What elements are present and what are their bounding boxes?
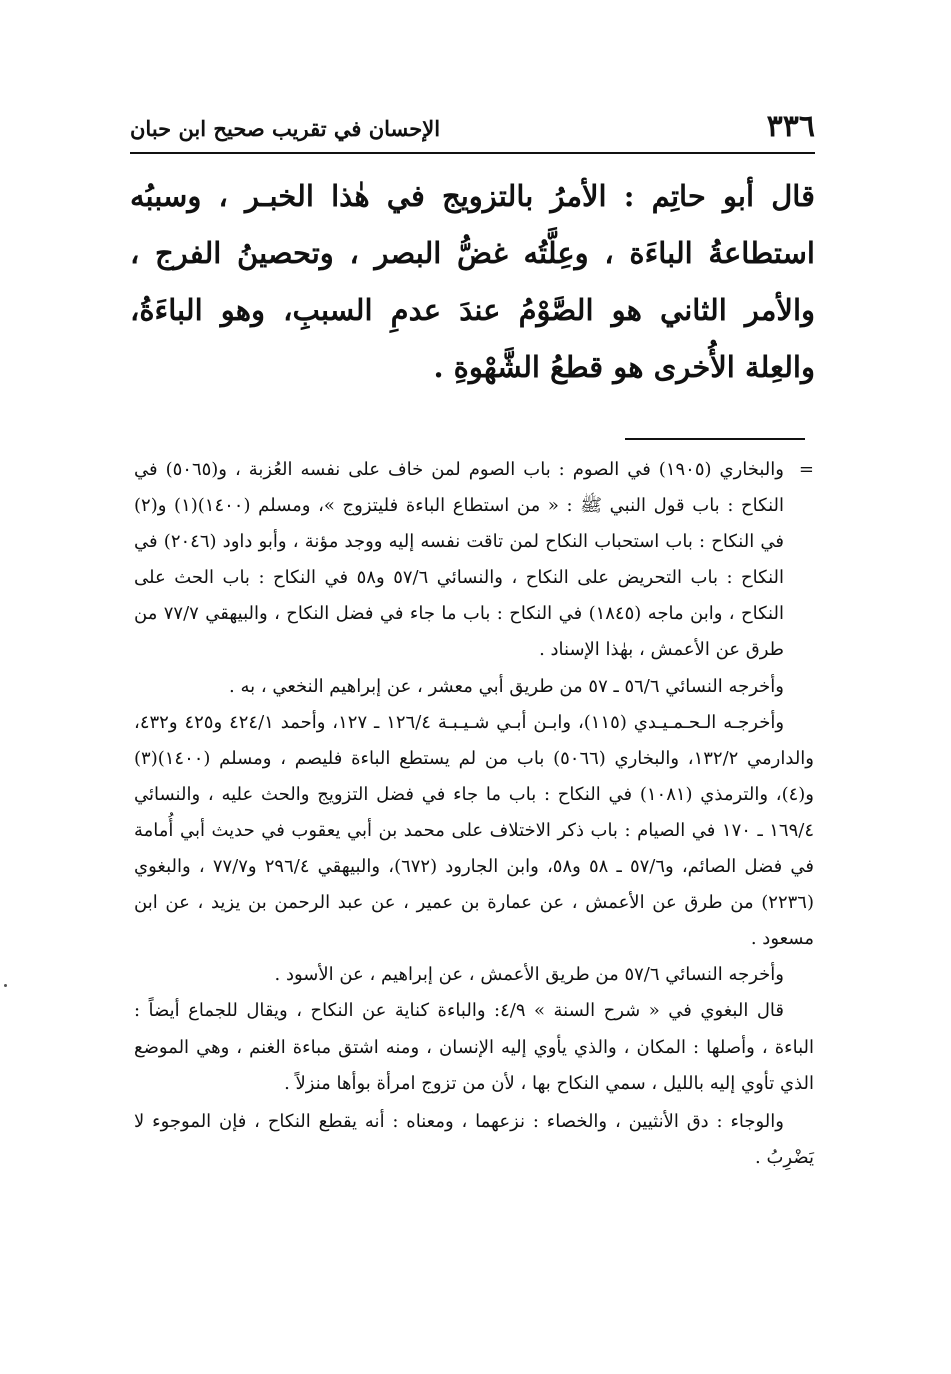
page-header bbox=[130, 108, 815, 152]
footnote-paragraph: وأخرجـه الـحـمـيـدي (١١٥)، وابـن أبـي شـيـبـة ١٢٦/٤ ـ ١٢٧، وأحمد ٤٢٤/١ و٤٢٥ و٤٣٢، والدارمي ١٣٢/٢، والبخاري (٥٠٦٦) باب من لم يستطع الباءة فليصم ، ومسلم (١٤٠٠)(٣) و(٤)، والترمذي (١٠٨١) في النكاح : باب ما جاء في فضل التزويج والحث عليه ، والنسائي ١٦٩/٤ ـ ١٧٠ في الصيام : باب ذكر الاختلاف على محمد بن أبي يعقوب في حديث أبي أُمامة في فضل الصائم، و٥٧/٦ ـ ٥٨ و٥٨، وابن الجارود (٦٧٢)، والبيهقي ٢٩٦/٤ و٧٧/٧ ، والبغوي (٢٢٣٦) من طرق عن الأعمش ، عن عمارة بن عمير ، عن عبد الرحمن بن يزيد ، عن ابن مسعود . bbox=[134, 711, 815, 950]
footnote-text: والبخاري (١٩٠٥) في الصوم : باب الصوم لمن خاف على نفسه العُزبة ، و(٥٠٦٥) في النكاح : باب قول النبي ﷺ : « من استطاع الباءة فليتزوج »، ومسلم (١٤٠٠)(١) و(٢) في النكاح : باب استحباب النكاح لمن تاقت نفسه إليه ووجد مؤنة ، وأبو داود (٢٠٤٦) في النكاح : باب التحريض على النكاح ، والنسائي ٥٧/٦ و٥٨ في النكاح : باب الحث على النكاح ، وابن ماجه (١٨٤٥) في النكاح : باب ما جاء في فضل النكاح ، والبيهقي ٧٧/٧ من طرق عن الأعمش ، بهٰذا الإسناد . bbox=[134, 459, 785, 661]
scan-speck bbox=[4, 984, 7, 987]
header-divider bbox=[130, 152, 815, 154]
footnote-paragraph bbox=[134, 452, 814, 669]
footnote-paragraph: وأخرجه النسائي ٥٦/٦ ـ ٥٧ من طريق أبي معشر ، عن إبراهيم النخعي ، به . bbox=[229, 675, 784, 697]
main-text-block bbox=[130, 168, 815, 396]
footnote-divider bbox=[625, 438, 805, 440]
footnote-paragraph: والوجاء : دق الأنثيين ، والخصاء : نزعهما ، ومعناه : أنه يقطع النكاح ، فإن الموجوء لا يَضْرِبُ . bbox=[134, 1110, 814, 1168]
footnotes-block bbox=[134, 452, 814, 1176]
page-number: ٣٣٦ bbox=[766, 109, 815, 144]
continuation-mark: = bbox=[798, 459, 814, 480]
footnote-paragraph: وأخرجه النسائي ٥٧/٦ من طريق الأعمش ، عن إبراهيم ، عن الأسود . bbox=[274, 964, 784, 986]
footnote-paragraph: قال البغوي في « شرح السنة » ٤/٩: والباءة كناية عن النكاح ، ويقال للجماع أيضاً : الباءة ، وأصلها : المكان ، والذي يأوي إليه الإنسان ، ومنه اشتق مباءة الغنم ، وهي الموضع الذي تأوي إليه بالليل ، سمي النكاح بها ، لأن من تزوج امرأة بوأها منزلاً . bbox=[134, 1000, 814, 1094]
running-title: الإحسان في تقريب صحيح ابن حبان bbox=[130, 116, 441, 141]
main-paragraph: قال أبو حاتِم : الأمرُ بالتزويج في هٰذا الخبـر ، وسببُه استطاعةُ الباءَة ، وعِلَّتُه غضُّ البصر ، وتحصينُ الفرج ، والأمر الثاني هو الصَّوْمُ عندَ عدمِ السببِ، وهو الباءَةُ، والعِلة الأُخرى هو قطعُ الشَّهْوةِ . bbox=[130, 179, 815, 384]
